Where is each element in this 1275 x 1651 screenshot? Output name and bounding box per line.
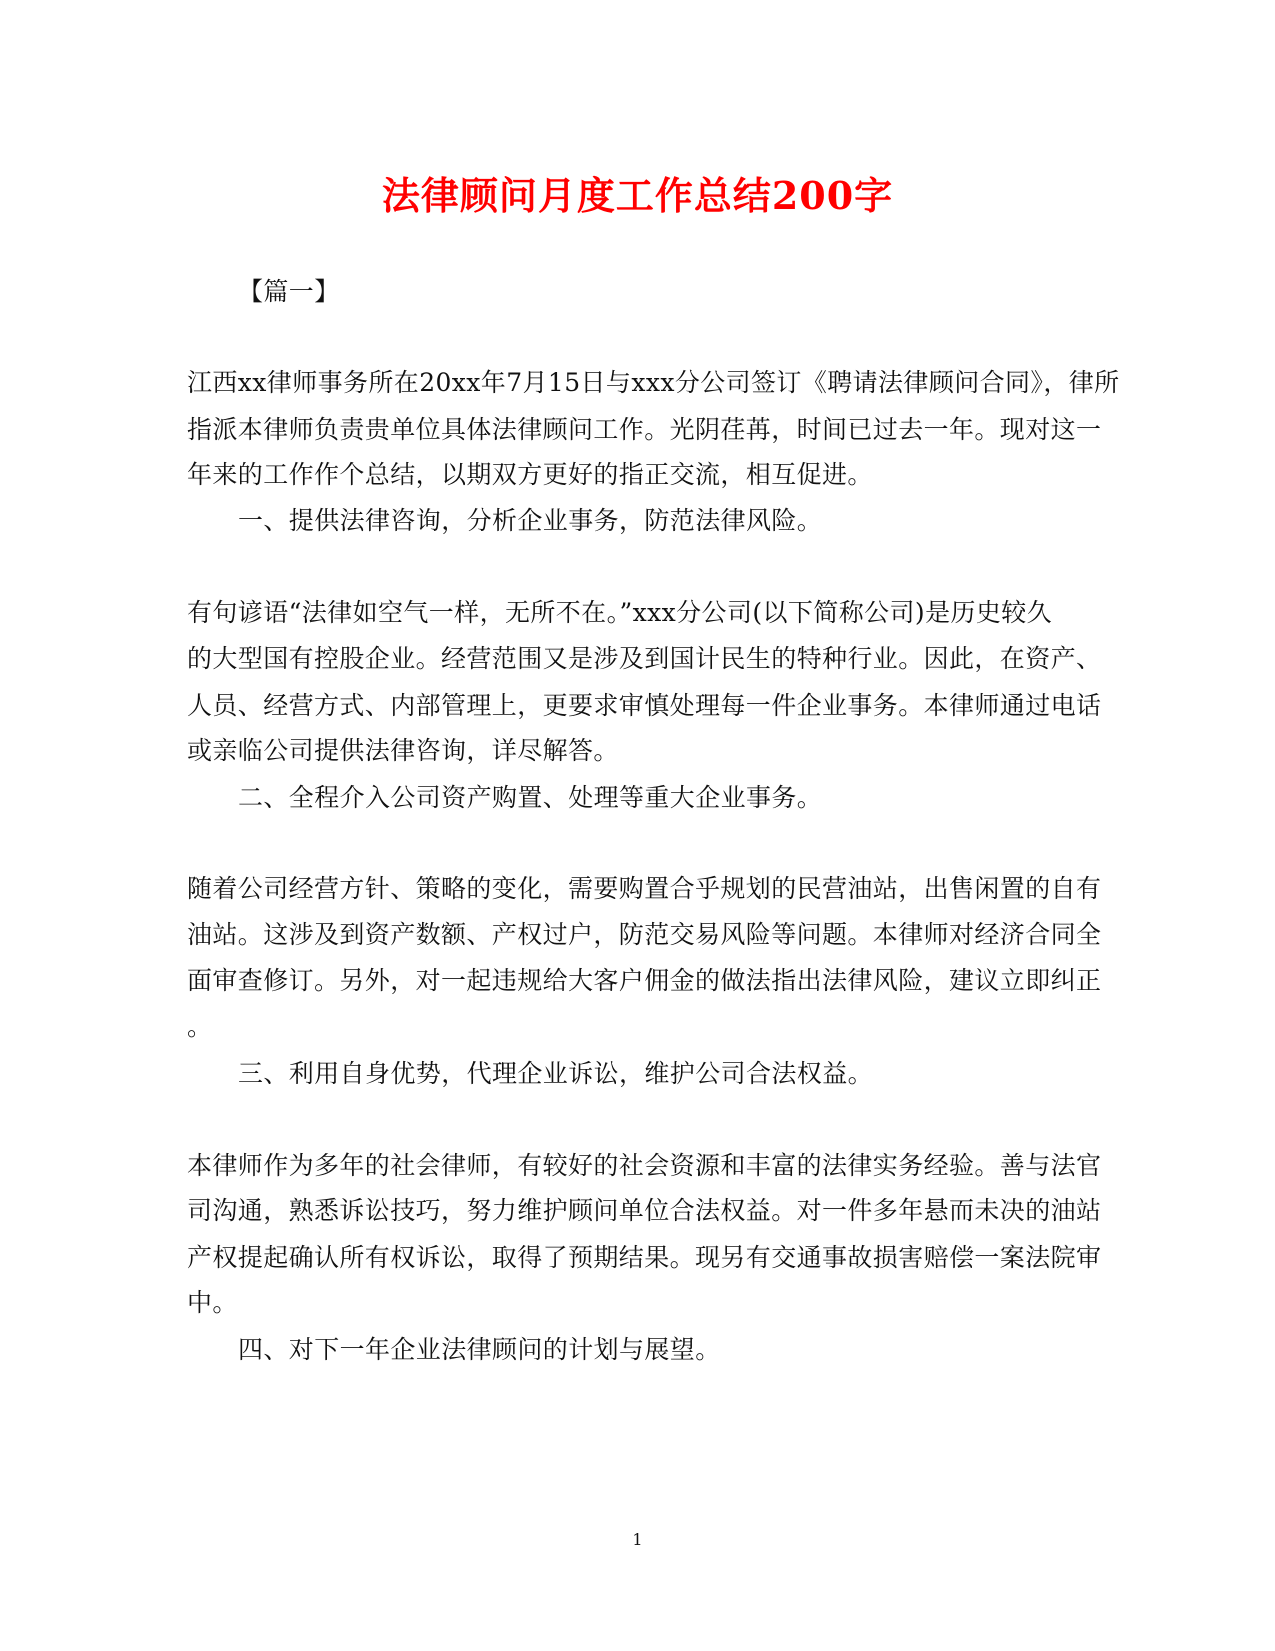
paragraph-4-line-4: 中。 [187, 1288, 238, 1317]
document-title: 法律顾问月度工作总结200字 [381, 173, 894, 218]
heading-2: 二、全程介入公司资产购置、处理等重大企业事务。 [238, 783, 823, 812]
paragraph-3-line-2: 油站。这涉及到资产数额、产权过户，防范交易风险等问题。本律师对经济合同全 [187, 920, 1102, 949]
paragraph-2-line-2: 的大型国有控股企业。经营范围又是涉及到国计民生的特种行业。因此，在资产、 [187, 644, 1102, 673]
paragraph-4-line-2: 司沟通，熟悉诉讼技巧，努力维护顾问单位合法权益。对一件多年悬而未决的油站 [187, 1196, 1102, 1225]
paragraph-3-line-3: 面审查修订。另外，对一起违规给大客户佣金的做法指出法律风险，建议立即纠正 [187, 966, 1102, 995]
heading-3: 三、利用自身优势，代理企业诉讼，维护公司合法权益。 [238, 1059, 874, 1088]
paragraph-1-line-1: 江西xx律师事务所在20xx年7月15日与xxx分公司签订《聘请法律顾问合同》，律所 [187, 368, 1120, 397]
page-number: 1 [632, 1530, 643, 1549]
paragraph-3-line-4: 。 [187, 1012, 213, 1041]
heading-4: 四、对下一年企业法律顾问的计划与展望。 [238, 1335, 721, 1364]
paragraph-1-line-3: 年来的工作作个总结，以期双方更好的指正交流，相互促进。 [187, 460, 873, 489]
heading-1: 一、提供法律咨询，分析企业事务，防范法律风险。 [238, 506, 823, 535]
paragraph-4-line-1: 本律师作为多年的社会律师，有较好的社会资源和丰富的法律实务经验。善与法官 [187, 1151, 1102, 1180]
paragraph-1-line-2: 指派本律师负责贵单位具体法律顾问工作。光阴荏苒，时间已过去一年。现对这一 [187, 415, 1102, 444]
paragraph-2-line-3: 人员、经营方式、内部管理上，更要求审慎处理每一件企业事务。本律师通过电话 [187, 691, 1102, 720]
paragraph-2-line-1: 有句谚语“法律如空气一样，无所不在。”xxx分公司(以下简称公司)是历史较久 [187, 598, 1053, 627]
paragraph-3-line-1: 随着公司经营方针、策略的变化，需要购置合乎规划的民营油站，出售闲置的自有 [187, 874, 1102, 903]
section-label: 【篇一】 [238, 277, 340, 306]
paragraph-4-line-3: 产权提起确认所有权诉讼，取得了预期结果。现另有交通事故损害赔偿一案法院审 [187, 1243, 1102, 1272]
paragraph-2-line-4: 或亲临公司提供法律咨询，详尽解答。 [187, 736, 619, 765]
